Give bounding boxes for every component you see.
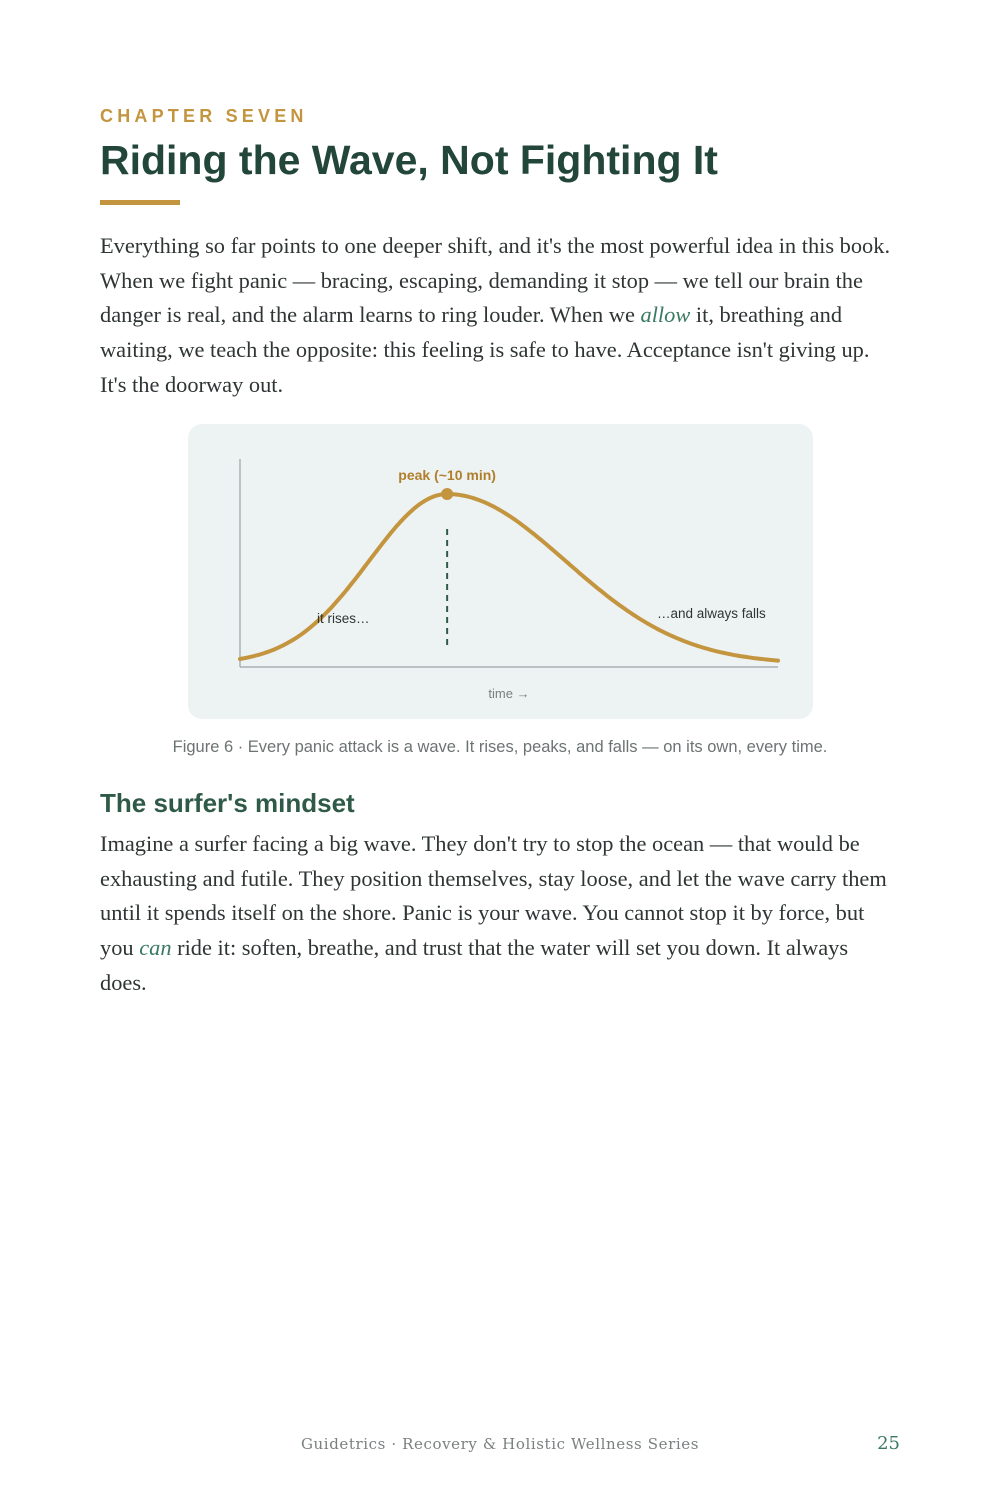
section-heading: The surfer's mindset <box>100 788 355 818</box>
surfer-paragraph <box>100 827 900 1001</box>
wave-figure <box>188 424 813 719</box>
figure-caption: Figure 6 · Every panic attack is a wave. It rises, peaks, and falls — on its own, every time. <box>172 738 828 756</box>
x-axis-label: time → <box>488 686 530 701</box>
page-number: 25 <box>877 1433 900 1454</box>
rise-label: it rises… <box>317 611 370 626</box>
fall-label: …and always falls <box>657 606 766 621</box>
peak-point <box>441 488 453 500</box>
footer-series: Guidetrics · Recovery & Holistic Wellness Series <box>300 1435 700 1453</box>
surfer-text-2: ride it: soften, breathe, and trust that the water will set you down. It always does. <box>100 935 849 995</box>
intro-text-1: Everything so far points to one deeper shift, and it's the most powerful idea in this book. When we fight panic — bracing, escaping, demanding it stop — we tell our brain the danger is real, and the alarm learns to ring louder. When we <box>100 233 891 328</box>
surfer-text-1: Imagine a surfer facing a big wave. They don't try to stop the ocean — that would be exhausting and futile. They position themselves, stay loose, and let the wave carry them until it spends itself on the shore. Panic is your wave. You cannot stop it by force, but you <box>100 831 887 961</box>
emphasis-allow: allow <box>640 302 691 328</box>
intro-text-2: it, breathing and waiting, we teach the opposite: this feeling is safe to have. Acceptance isn't giving up. It's the doorway out. <box>100 302 870 397</box>
chapter-title: Riding the Wave, Not Fighting It <box>100 137 718 183</box>
wave-chart <box>188 424 813 719</box>
peak-label: peak (~10 min) <box>398 467 496 483</box>
intro-paragraph <box>100 229 900 403</box>
wave-curve <box>240 494 778 661</box>
chapter-label: CHAPTER SEVEN <box>100 106 308 126</box>
emphasis-can: can <box>139 935 172 961</box>
title-underline <box>100 200 180 205</box>
